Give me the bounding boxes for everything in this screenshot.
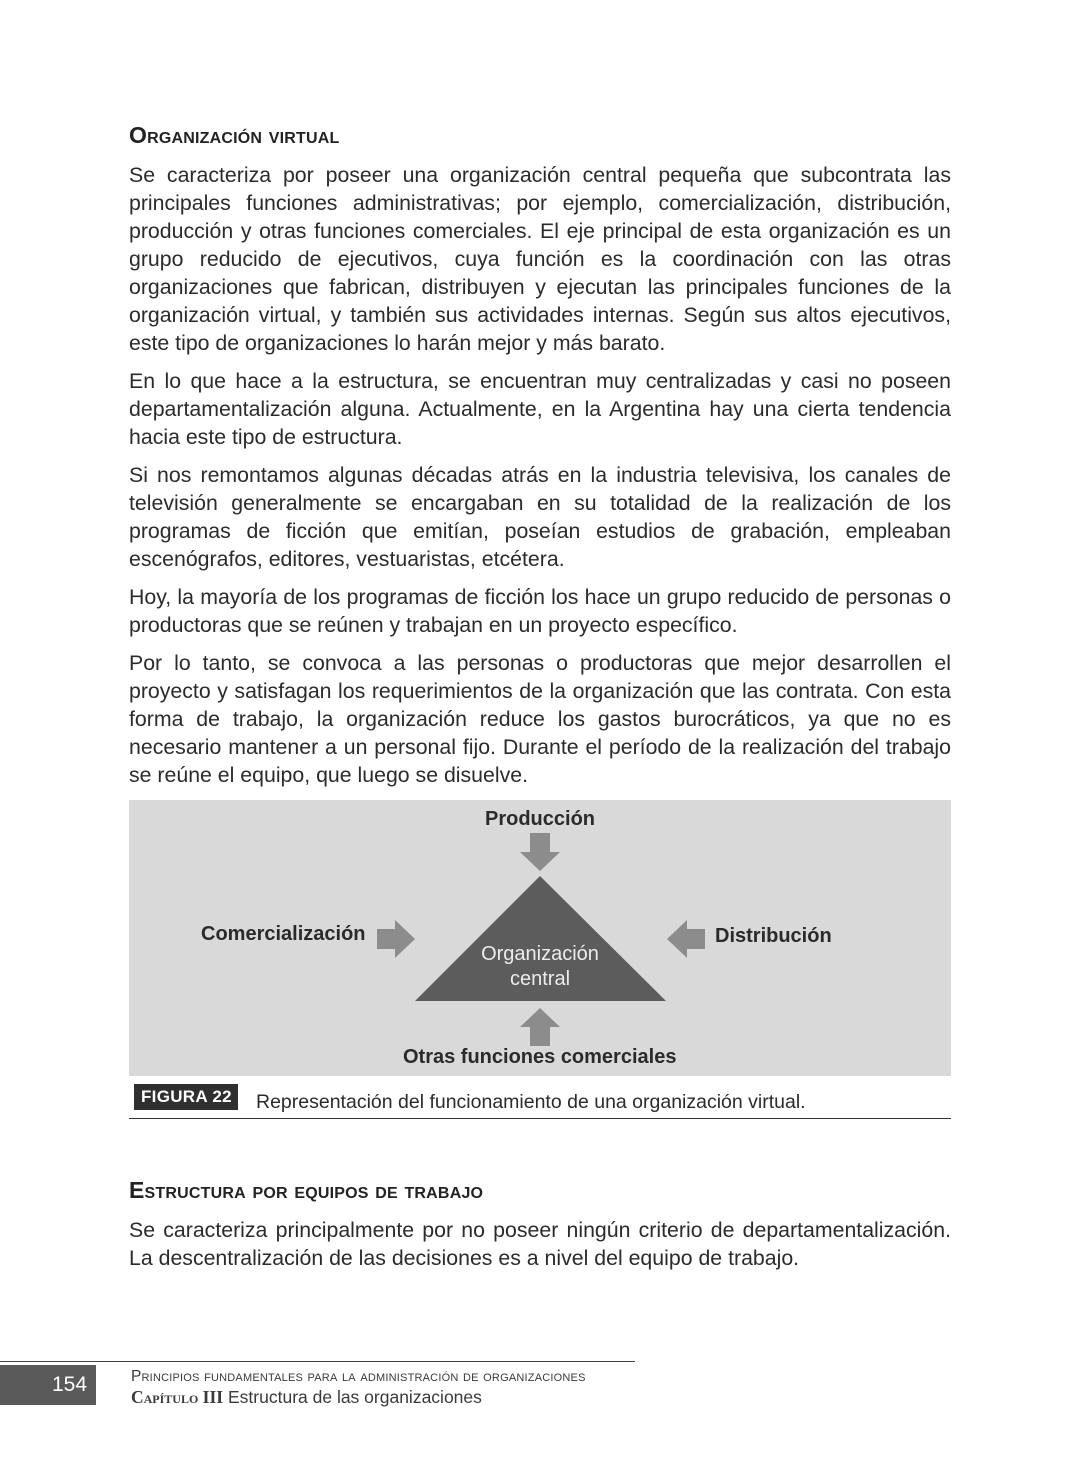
figure-badge: FIGURA 22 xyxy=(134,1084,238,1110)
running-chapter xyxy=(131,1387,482,1408)
paragraph: Por lo tanto, se convoca a las personas o productoras que mejor desarrollen el proyecto y satisfagan los requerimientos de la organización que las contrata. Con esta forma de trabajo, la organización reduce los gastos burocráticos, ya que no es necesario mantener a un personal fijo. Durante el período de la realización del trabajo se reúne el equipo, que luego se disuelve. xyxy=(129,651,951,787)
arrow-left-icon xyxy=(667,920,705,958)
figure-caption-row xyxy=(129,1076,951,1119)
page-content xyxy=(129,122,951,1282)
label-produccion: Producción xyxy=(485,808,596,830)
page-number-box xyxy=(0,1365,96,1405)
running-book-title: Principios fundamentales para la administración de organizaciones xyxy=(131,1368,586,1385)
section-heading-organizacion-virtual: Organización virtual xyxy=(129,122,340,148)
chapter-label: Capítulo III xyxy=(131,1387,224,1407)
label-distribucion: Distribución xyxy=(715,925,832,947)
triangle-center-label xyxy=(440,942,640,992)
paragraph: Si nos remontamos algunas décadas atrás en la industria televisiva, los canales de televisión generalmente se encargaban en su totalidad de la realización de los programas de ficción que emitían, poseían estudios de grabación, empleaban escenógrafos, editores, vestuaristas, etcétera. xyxy=(129,463,951,571)
paragraph: Se caracteriza principalmente por no poseer ningún criterio de departamentalización. La descentralización de las decisiones es a nivel del equipo de trabajo. xyxy=(129,1218,951,1270)
label-otras-funciones: Otras funciones comerciales xyxy=(403,1046,677,1068)
label-comercializacion: Comercialización xyxy=(201,923,366,945)
page-number: 154 xyxy=(52,1373,88,1396)
center-label-line1: Organización xyxy=(481,943,599,965)
paragraph: Hoy, la mayoría de los programas de ficción los hace un grupo reducido de personas o productoras que se reúnen y trabajan en un proyecto específico. xyxy=(129,585,951,637)
figure-caption: Representación del funcionamiento de una organización virtual. xyxy=(256,1091,806,1113)
arrow-right-icon xyxy=(377,920,415,958)
figure-22-diagram xyxy=(129,800,951,1076)
section-heading-equipos-de-trabajo: Estructura por equipos de trabajo xyxy=(129,1177,484,1203)
arrow-down-icon xyxy=(520,833,560,871)
arrow-up-icon xyxy=(520,1008,560,1046)
paragraph: En lo que hace a la estructura, se encuentran muy centralizadas y casi no poseen departamentalización alguna. Actualmente, en la Argentina hay una cierta tendencia hacia este tipo de estructura. xyxy=(129,369,951,449)
center-label-line2: central xyxy=(509,968,571,990)
chapter-title: Estructura de las organizaciones xyxy=(228,1387,482,1407)
paragraph: Se caracteriza por poseer una organización central pequeña que subcontrata las principales funciones administrativas; por ejemplo, comercialización, distribución, producción y otras funciones comerciales. El eje principal de esta organización es un grupo reducido de ejecutivos, cuya función es la coordinación con las otras organizaciones que fabrican, distribuyen y ejecutan las principales funciones de la organización virtual, y también sus actividades internas. Según sus altos ejecutivos, este tipo de organizaciones lo harán mejor y más barato. xyxy=(129,163,951,355)
footer-divider xyxy=(0,1361,635,1362)
